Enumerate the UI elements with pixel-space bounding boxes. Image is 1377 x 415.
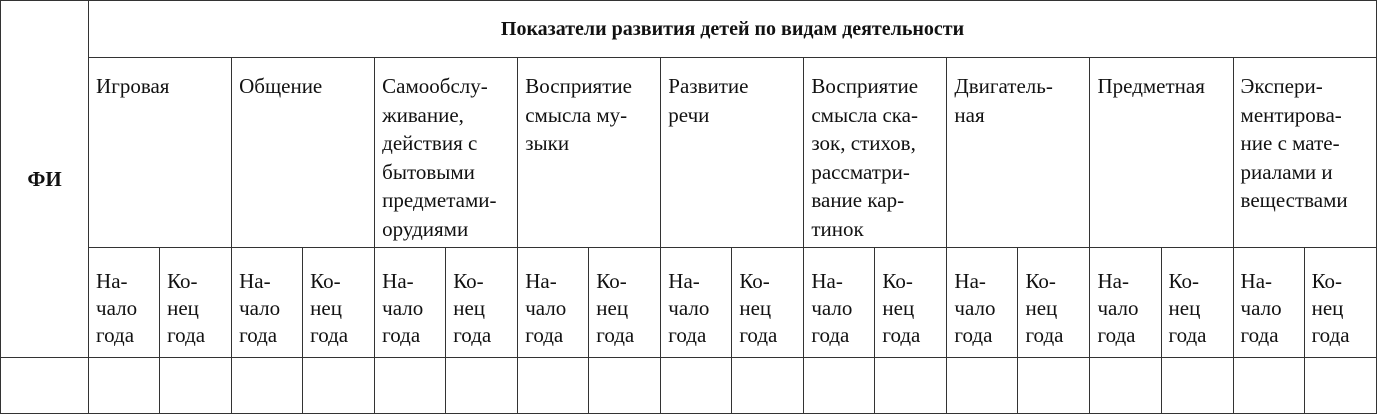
period-end-label: Ко- нец года <box>739 269 778 347</box>
period-end-label: Ко- нец года <box>1311 269 1350 347</box>
period-end-header <box>1161 248 1233 358</box>
period-start-header <box>518 248 589 358</box>
period-start-label: На- чало года <box>668 269 710 347</box>
period-end-header <box>732 248 804 358</box>
period-start-label: На- чало года <box>1097 269 1139 347</box>
activity-header <box>375 58 518 248</box>
period-start-label: На- чало года <box>954 269 996 347</box>
activity-label: Общение <box>239 74 323 98</box>
period-end-header <box>160 248 232 358</box>
period-end-label: Ко- нец года <box>1025 269 1064 347</box>
period-start-header <box>1090 248 1161 358</box>
period-start-label: На- чало года <box>1240 269 1282 347</box>
activity-header <box>1233 58 1376 248</box>
table-cell[interactable] <box>375 358 446 414</box>
period-end-header <box>1018 248 1090 358</box>
period-end-header <box>1304 248 1376 358</box>
period-end-label: Ко- нец года <box>167 269 206 347</box>
activity-label: Восприятие смысла му- зыки <box>525 74 632 155</box>
table-cell[interactable] <box>232 358 303 414</box>
table-cell[interactable] <box>446 358 518 414</box>
activity-header <box>661 58 804 248</box>
period-end-label: Ко- нец года <box>596 269 635 347</box>
table-cell[interactable] <box>1018 358 1090 414</box>
period-start-label: На- чало года <box>811 269 853 347</box>
activity-header <box>947 58 1090 248</box>
table-cell[interactable] <box>1161 358 1233 414</box>
period-start-header <box>232 248 303 358</box>
period-end-header <box>589 248 661 358</box>
activity-label: Игровая <box>96 74 170 98</box>
activity-label: Экспери- ментирова- ние с мате- риалами и веществами <box>1240 74 1348 212</box>
fi-header: ФИ <box>27 166 62 191</box>
table-cell[interactable] <box>804 358 875 414</box>
activity-header <box>232 58 375 248</box>
activity-label: Предметная <box>1097 74 1205 98</box>
activity-label: Двигатель- ная <box>954 74 1053 127</box>
period-end-header <box>446 248 518 358</box>
period-start-label: На- чало года <box>525 269 567 347</box>
table-cell[interactable] <box>518 358 589 414</box>
period-end-label: Ко- нец года <box>1168 269 1207 347</box>
activity-header <box>804 58 947 248</box>
table-cell[interactable] <box>303 358 375 414</box>
activity-header <box>518 58 661 248</box>
table-cell[interactable] <box>89 358 160 414</box>
table-cell[interactable] <box>875 358 947 414</box>
activity-header <box>1090 58 1233 248</box>
header-row-activities <box>1 58 1377 248</box>
period-start-header <box>375 248 446 358</box>
period-end-header <box>875 248 947 358</box>
period-end-header <box>303 248 375 358</box>
table-cell[interactable] <box>732 358 804 414</box>
period-end-label: Ко- нец года <box>453 269 492 347</box>
main-header: Показатели развития детей по видам деятельности <box>500 17 965 40</box>
table-cell[interactable] <box>661 358 732 414</box>
activity-label: Самообслу- живание, действия с бытовыми предметами- орудиями <box>382 74 497 241</box>
period-end-label: Ко- нец года <box>882 269 921 347</box>
table-cell[interactable] <box>947 358 1018 414</box>
period-end-label: Ко- нец года <box>310 269 349 347</box>
table-cell[interactable] <box>1233 358 1304 414</box>
period-start-header <box>661 248 732 358</box>
period-start-header <box>947 248 1018 358</box>
period-start-header <box>804 248 875 358</box>
table-cell[interactable] <box>1304 358 1376 414</box>
table-cell[interactable] <box>1090 358 1161 414</box>
activity-header <box>89 58 232 248</box>
period-start-label: На- чало года <box>239 269 281 347</box>
activity-label: Развитие речи <box>668 74 749 127</box>
fi-header-cell <box>1 1 89 358</box>
header-row-title <box>1 1 1377 58</box>
activity-label: Восприятие смысла ска- зок, стихов, рассматри- вание кар- тинок <box>811 74 919 241</box>
period-start-header <box>89 248 160 358</box>
period-start-label: На- чало года <box>96 269 138 347</box>
header-row-periods <box>1 248 1377 358</box>
main-header-cell <box>89 1 1377 58</box>
table-cell[interactable] <box>160 358 232 414</box>
table-row <box>1 358 1377 414</box>
fi-cell[interactable] <box>1 358 89 414</box>
period-start-header <box>1233 248 1304 358</box>
table-cell[interactable] <box>589 358 661 414</box>
period-start-label: На- чало года <box>382 269 424 347</box>
